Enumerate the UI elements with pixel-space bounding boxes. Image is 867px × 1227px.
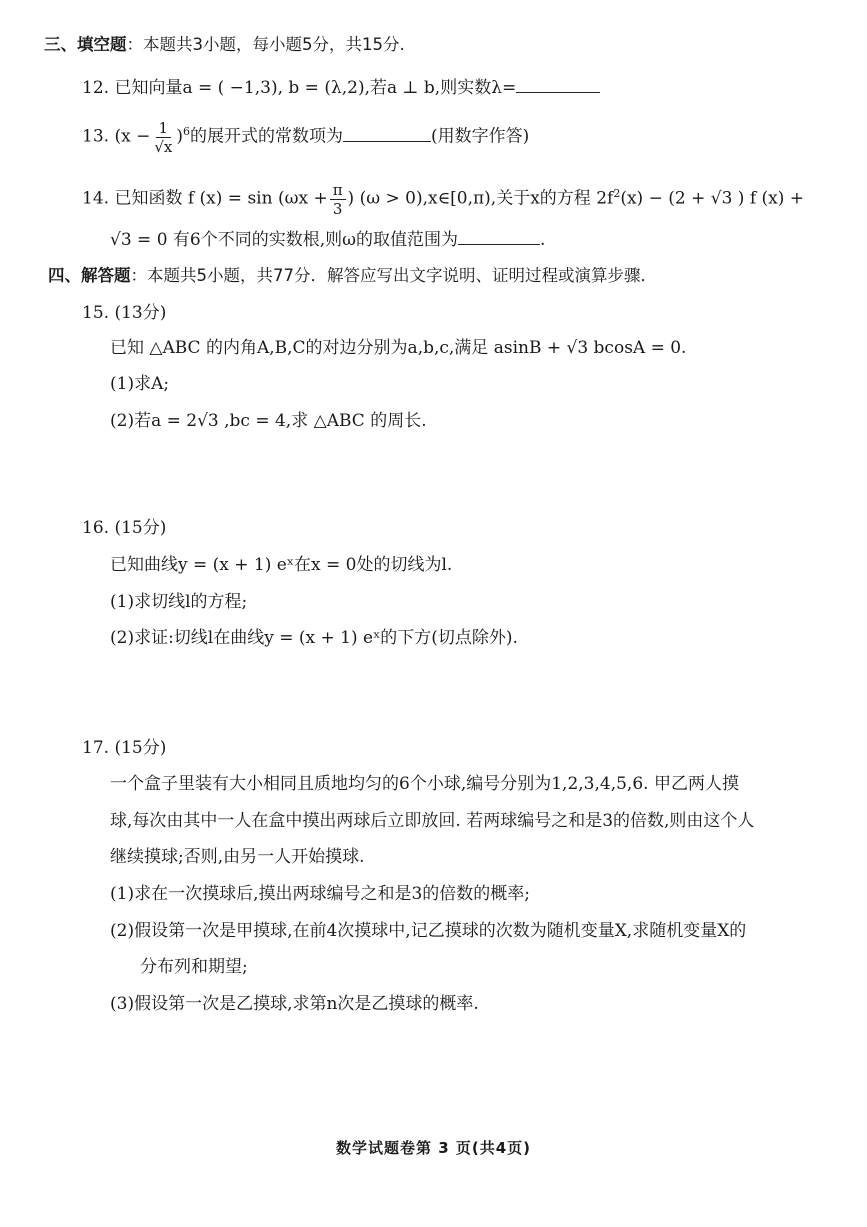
q17-part-2-line-2: 分布列和期望; <box>140 957 248 977</box>
section-4-number: 四、 <box>48 266 81 285</box>
page-footer: 数学试题卷第 3 页(共4页) <box>335 1139 532 1157</box>
q13-note: (用数字作答) <box>430 126 530 147</box>
q17-stem-line-3: 继续摸球;否则,由另一人开始摸球. <box>110 847 365 867</box>
section-3-title: 填空题 <box>77 35 127 54</box>
q13-text: 的展开式的常数项为 <box>189 126 343 147</box>
question-14-line-2 <box>110 229 545 251</box>
section-4-heading <box>48 265 657 287</box>
q14-frac-den: 3 <box>332 199 343 218</box>
q13-answer-blank <box>343 127 431 142</box>
q15-part-1: (1)求A; <box>110 374 170 394</box>
question-12 <box>82 77 600 99</box>
q13-frac-den: √x <box>154 137 173 156</box>
q17-part-3: (3)假设第一次是乙摸球,求第n次是乙摸球的概率. <box>110 994 479 1014</box>
q17-head: 17. (15分) <box>82 738 167 758</box>
q16-part-1: (1)求切线l的方程; <box>110 592 248 612</box>
q13-fraction <box>152 119 174 156</box>
question-13: 13. (x − $\frac{1}{√x}$ )$^6$的展开式的常数项为 (用数字作答) <box>82 118 530 156</box>
q13-lead: 13. (x − <box>82 126 151 147</box>
q17-stem-line-2: 球,每次由其中一人在盒中摸出两球后立即放回. 若两球编号之和是3的倍数,则由这个人 <box>110 811 755 831</box>
q17-part-2-line-1: (2)假设第一次是甲摸球,在前4次摸球中,记乙摸球的次数为随机变量X,求随机变量X的 <box>110 921 747 941</box>
q17-stem-line-1: 一个盒子里装有大小相同且质地均匀的6个小球,编号分别为1,2,3,4,5,6. 甲乙两人摸 <box>110 774 739 794</box>
q14-part-c: (x) − (2 + √3 ) f (x) + <box>620 188 805 209</box>
q14-superscript: 2 <box>613 187 621 200</box>
q16-part-2: (2)求证:切线l在曲线y = (x + 1) eˣ的下方(切点除外). <box>110 628 518 648</box>
q14-answer-blank <box>458 230 540 245</box>
q14-line2-end: . <box>540 230 546 250</box>
q12-answer-blank <box>516 78 600 93</box>
q14-part-a: 14. 已知函数 f (x) = sin (ωx + <box>82 188 328 209</box>
q12-lead: 12. 已知向量 <box>82 78 183 98</box>
section-3-number: 三、 <box>44 35 77 54</box>
q12-body: a = ( −1,3), b = (λ,2),若a ⊥ b,则实数λ= <box>182 78 517 98</box>
q15-head: 15. (13分) <box>82 303 167 323</box>
q14-part-b: ) (ω > 0),x∈[0,π),关于x的方程 2f <box>347 188 614 209</box>
question-14-line-1 <box>82 174 804 219</box>
section-4-title: 解答题 <box>81 266 131 285</box>
q14-fraction <box>330 181 346 218</box>
q15-part-2: (2)若a = 2√3 ,bc = 4,求 △ABC 的周长. <box>110 411 427 431</box>
section-3-heading <box>44 34 405 56</box>
q16-stem: 已知曲线y = (x + 1) eˣ在x = 0处的切线为l. <box>110 555 453 575</box>
q13-frac-num: 1 <box>156 119 172 138</box>
q14-line2-text: √3 = 0 有6个不同的实数根,则ω的取值范围为 <box>110 230 459 250</box>
q15-stem: 已知 △ABC 的内角A,B,C的对边分别为a,b,c,满足 asinB + √3 bcosA = 0. <box>110 338 687 358</box>
q13-exponent: 6 <box>182 125 190 138</box>
q17-part-1: (1)求在一次摸球后,摸出两球编号之和是3的倍数的概率; <box>110 884 531 904</box>
q16-head: 16. (15分) <box>82 518 167 538</box>
q14-frac-num: π <box>330 181 346 200</box>
section-4-desc: ：本题共5小题，共77分．解答应写出文字说明、证明过程或演算步骤． <box>130 266 657 285</box>
section-3-desc: ：本题共3小题，每小题5分，共15分. <box>126 35 405 54</box>
